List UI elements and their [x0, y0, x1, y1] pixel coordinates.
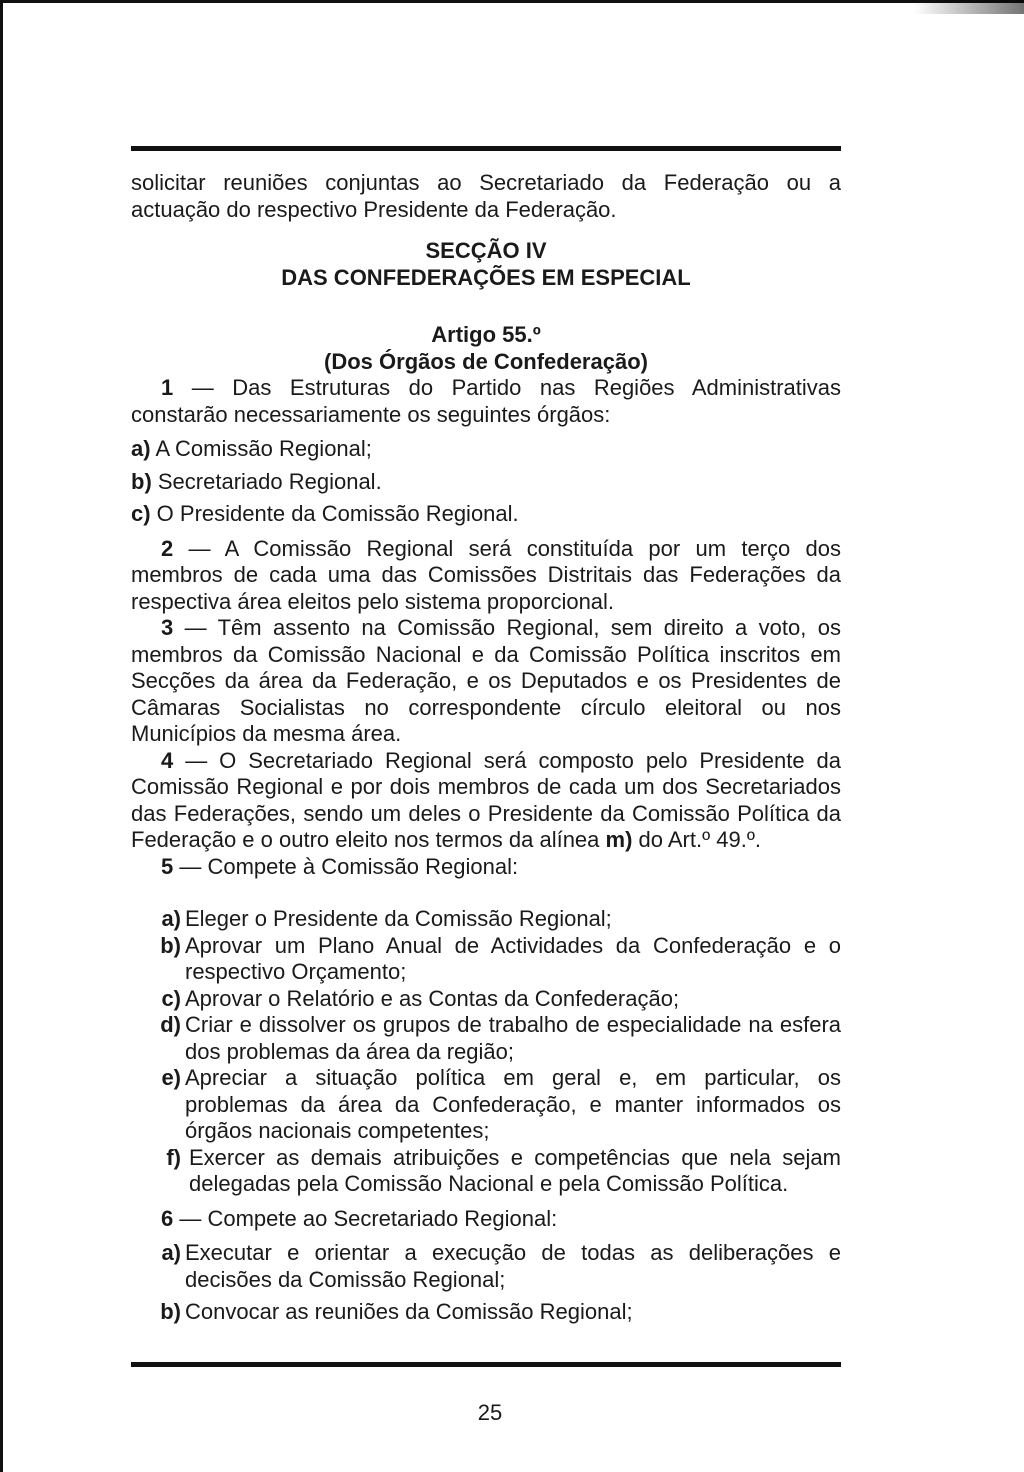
item-letter: a) [161, 1240, 181, 1265]
list-item [131, 436, 841, 463]
section-number: SECÇÃO IV [425, 238, 547, 263]
paragraph-text: — A Comissão Regional será constituída por um terço dos membros de cada uma das Comissões Distritais das Federações da respectiva área eleitos pelo sistema proporcional. [131, 535, 841, 614]
paragraph-number: 2 [161, 535, 174, 561]
paragraph-number: 1 [161, 375, 174, 400]
item-letter: e) [161, 1065, 181, 1090]
paragraph-reference: m) [605, 827, 633, 852]
section-heading [131, 237, 841, 291]
item-letter: d) [160, 1012, 181, 1037]
paragraph-6 [131, 1206, 841, 1233]
list-item [149, 1065, 841, 1145]
item-letter: f) [166, 1144, 181, 1170]
paragraph-text: — Compete à Comissão Regional: [173, 853, 519, 879]
paragraph-text: — Têm assento na Comissão Regional, sem direito a voto, os membros da Comissão Nacional e da Comissão Política inscritos em Secções da área da Federação, e os Deputados e os Presidentes de Câmaras Socialistas no correspondente círculo eleitoral ou nos Municípios da mesma área. [131, 615, 841, 746]
scan-border-left [0, 0, 3, 1472]
paragraph-number: 6 [161, 1205, 174, 1231]
item-text: Exercer as demais atribuições e competências que nela sejam delegadas pela Comissão Nacional e pela Comissão Política. [189, 1144, 841, 1196]
paragraph-number: 5 [161, 853, 174, 879]
item-letter: b) [160, 932, 181, 958]
item-text: Aprovar um Plano Anual de Actividades da Confederação e o respectivo Orçamento; [185, 932, 841, 984]
page-number: 25 [477, 1400, 503, 1425]
item-text: A Comissão Regional; [150, 436, 372, 461]
item-letter: c) [131, 501, 151, 526]
item-letter: b) [160, 1299, 181, 1324]
item-letter: b) [131, 468, 152, 494]
item-text: O Presidente da Comissão Regional. [150, 501, 519, 526]
paragraph-number: 3 [161, 615, 174, 640]
list-item [149, 906, 841, 933]
item-text: Eleger o Presidente da Comissão Regional; [185, 906, 612, 931]
paragraph-3 [131, 615, 841, 748]
paragraph-tail: do Art.º 49.º. [632, 827, 761, 852]
paragraph-2 [131, 536, 841, 616]
list-item [131, 501, 841, 528]
document-body [131, 170, 841, 1326]
item-letter: a) [161, 906, 181, 931]
footer-rule [131, 1362, 841, 1367]
item-text: Convocar as reuniões da Comissão Regional; [185, 1299, 633, 1324]
paragraph-text: — Das Estruturas do Partido nas Regiões Administrativas constarão necessariamente os seguintes órgãos: [131, 375, 841, 427]
list-item [149, 986, 841, 1013]
header-rule [131, 146, 841, 151]
article-subtitle: (Dos Órgãos de Confederação) [324, 349, 648, 374]
item-text: Apreciar a situação política em geral e, em particular, os problemas da área da Confederação, e manter informados os órgãos nacionais competentes; [185, 1065, 841, 1143]
paragraph-5 [131, 854, 841, 881]
paragraph-4 [131, 748, 841, 854]
article-heading [131, 321, 841, 375]
list-item [149, 1299, 841, 1326]
list-item [149, 1145, 841, 1198]
scan-corner-shadow [914, 0, 1024, 14]
list-item [149, 933, 841, 986]
paragraph-1 [131, 375, 841, 428]
paragraph-text: — O Secretariado Regional será composto pelo Presidente da Comissão Regional e por dois membros de cada um dos Secretariados das Federações, sendo um deles o Presidente da Comissão Política da Federação e o outro eleito nos termos da alínea [131, 747, 841, 852]
paragraph-number: 4 [161, 747, 174, 773]
list-item [149, 1240, 841, 1293]
item-text: Aprovar o Relatório e as Contas da Confederação; [185, 985, 680, 1011]
scan-border-top [0, 0, 1024, 3]
paragraph-text: — Compete ao Secretariado Regional: [173, 1205, 558, 1231]
item-letter: c) [161, 985, 181, 1011]
item-text: Executar e orientar a execução de todas as deliberações e decisões da Comissão Regional; [185, 1240, 841, 1292]
list-item [131, 469, 841, 496]
item-text: Criar e dissolver os grupos de trabalho de especialidade na esfera dos problemas da área da região; [185, 1012, 841, 1064]
intro-paragraph: solicitar reuniões conjuntas ao Secretariado da Federação ou a actuação do respectivo Presidente da Federação. [131, 170, 841, 222]
item-text: Secretariado Regional. [151, 468, 382, 494]
item-letter: a) [131, 436, 151, 461]
list-item [149, 1012, 841, 1065]
section-title: DAS CONFEDERAÇÕES EM ESPECIAL [281, 265, 691, 290]
article-title: Artigo 55.º [431, 322, 541, 347]
